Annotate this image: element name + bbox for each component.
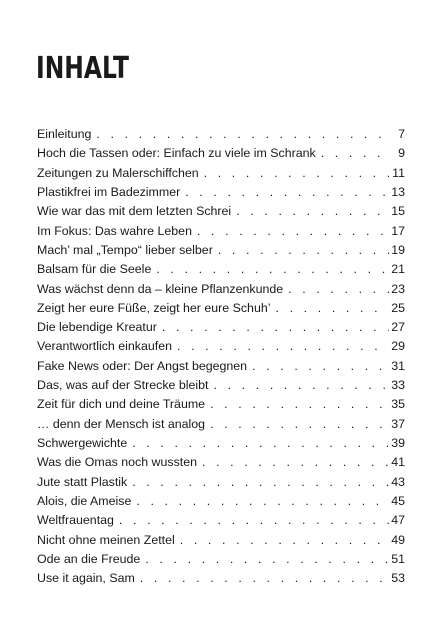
toc-leader-dots [270,299,389,318]
toc-entry-page-number: 25 [391,300,405,315]
toc-entry-label: Hoch die Tassen oder: Einfach zu viele im Schrank [37,146,316,161]
toc-entry-page-number: 23 [391,281,405,296]
toc-entry [37,550,405,569]
toc-entry-label: Plastikfrei im Badezimmer [37,184,181,199]
toc-entry [37,492,405,511]
toc-leader-dots [205,415,389,434]
toc-entry-label: Mach’ mal „Tempo“ lieber selber [37,242,213,257]
toc-entry [37,395,405,414]
toc-leader-dots [140,550,389,569]
toc-entry-label: Weltfrauentag [37,513,114,528]
toc-entry-label: Alois, die Ameise [37,493,132,508]
toc-entry-label: … denn der Mensch ist analog [37,416,206,431]
page-title: INHALT [36,51,129,87]
toc-leader-dots [192,222,389,241]
toc-entry-label: Zeitungen zu Malerschiffchen [37,165,199,180]
toc-leader-dots [180,183,389,202]
toc-leader-dots [127,434,389,453]
toc-entry-page-number: 11 [392,165,405,180]
toc-entry-page-number: 39 [391,436,405,450]
toc-leader-dots [91,125,389,144]
toc-entry-label: Das, was auf der Strecke bleibt [37,378,209,393]
toc-entry [37,125,405,144]
toc-entry [37,357,405,376]
toc-entry [37,183,405,202]
toc-entry-page-number: 43 [391,474,405,489]
toc-entry-page-number: 31 [391,358,405,373]
toc-entry [37,202,405,221]
toc-entry-label: Fake News oder: Der Angst begegnen [37,358,248,373]
toc-entry-label: Verantwortlich einkaufen [37,339,173,354]
toc-entry [37,318,405,337]
toc-entry [37,434,405,453]
toc-entry [37,376,405,395]
toc-leader-dots [127,473,389,492]
toc-entry-page-number: 41 [391,455,405,470]
toc-entry-page-number: 13 [391,184,405,199]
toc-entry-label: Zeigt her eure Füße, zeigt her eure Schuh’ [37,300,271,315]
toc-entry-page-number: 53 [391,571,405,586]
toc-entry-label: Balsam für die Seele [37,262,152,277]
toc-leader-dots [172,337,389,356]
table-of-contents [37,125,405,589]
toc-entry-label: Schwergewichte [37,436,128,450]
toc-entry-page-number: 29 [391,339,405,354]
toc-entry-label: Zeit für dich und deine Träume [37,397,206,412]
toc-entry-page-number: 45 [391,493,405,508]
toc-entry-page-number: 15 [391,204,405,219]
toc-leader-dots [135,569,389,588]
toc-entry-label: Einleitung [37,127,92,141]
toc-entry-page-number: 33 [391,378,405,393]
toc-entry-page-number: 7 [398,127,405,141]
toc-entry-page-number: 21 [391,262,405,277]
toc-leader-dots [247,357,389,376]
toc-entry [37,511,405,530]
toc-leader-dots [213,241,389,260]
toc-entry-page-number: 49 [391,532,405,547]
toc-entry [37,260,405,279]
toc-leader-dots [175,531,389,550]
toc-entry-label: Die lebendige Kreatur [37,320,157,335]
toc-entry [37,144,405,163]
toc-entry-label: Jute statt Plastik [37,474,128,489]
toc-entry-label: Ode an die Freude [37,551,141,566]
toc-entry-label: Wie war das mit dem letzten Schrei [37,204,232,219]
toc-leader-dots [157,318,389,337]
toc-entry-label: Nicht ohne meinen Zettel [37,532,175,547]
toc-entry [37,453,405,472]
toc-entry [37,241,405,260]
toc-entry-page-number: 51 [391,551,405,566]
toc-leader-dots [131,492,389,511]
toc-entry [37,299,405,318]
toc-entry [37,280,405,299]
toc-leader-dots [114,511,389,530]
toc-entry-page-number: 27 [391,320,405,335]
toc-entry [37,569,405,588]
toc-entry-label: Was die Omas noch wussten [37,455,197,470]
toc-entry [37,337,405,356]
toc-entry-label: Use it again, Sam [37,571,135,586]
toc-leader-dots [316,144,389,163]
toc-leader-dots [209,376,390,395]
toc-entry-page-number: 37 [391,416,405,431]
toc-leader-dots [151,260,389,279]
toc-entry [37,473,405,492]
toc-entry-page-number: 9 [398,146,405,161]
toc-entry [37,222,405,241]
toc-leader-dots [205,395,389,414]
toc-entry [37,164,405,183]
toc-entry [37,531,405,550]
toc-entry-page-number: 19 [391,242,405,257]
toc-entry-page-number: 17 [391,223,405,238]
toc-leader-dots [283,280,389,299]
toc-leader-dots [199,164,389,183]
toc-entry-page-number: 35 [391,397,405,412]
toc-entry-page-number: 47 [391,513,405,528]
toc-entry-label: Im Fokus: Das wahre Leben [37,223,192,238]
toc-entry-label: Was wächst denn da – kleine Pflanzenkunde [37,281,284,296]
toc-leader-dots [197,453,389,472]
toc-leader-dots [231,202,389,221]
toc-entry [37,415,405,434]
